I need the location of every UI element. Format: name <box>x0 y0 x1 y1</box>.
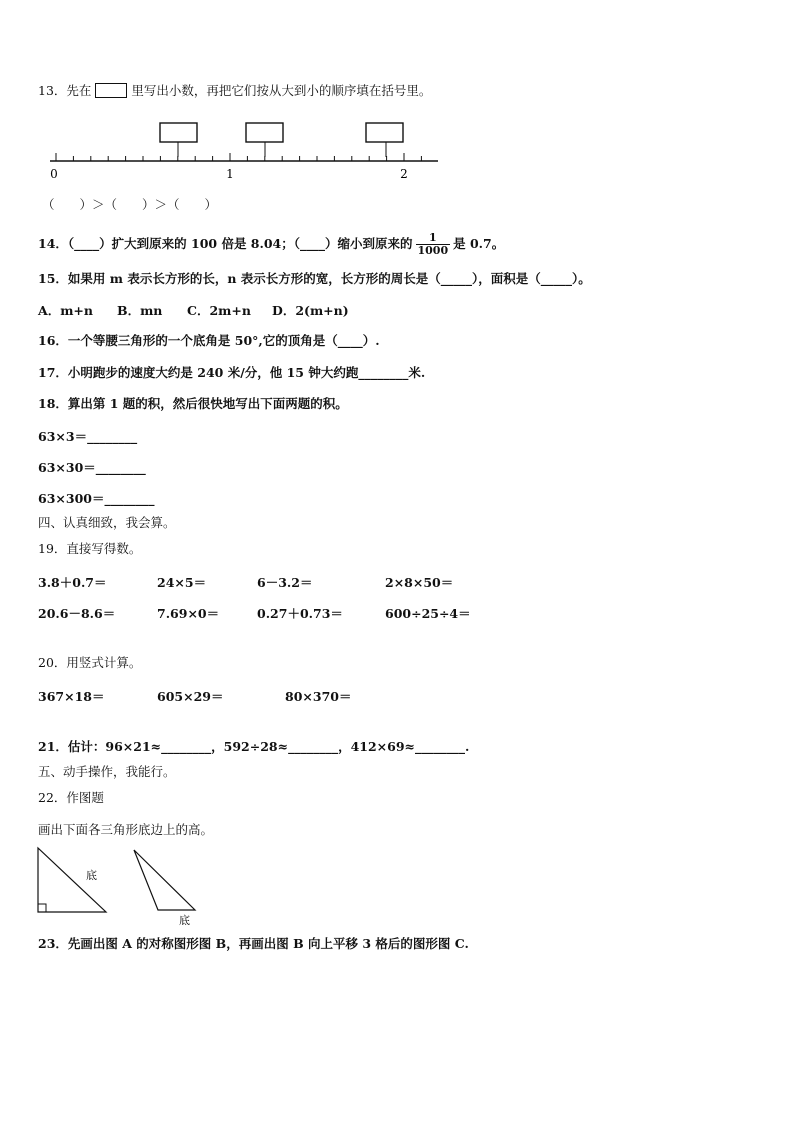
q13-prompt <box>38 83 431 99</box>
obtuse-triangle <box>134 850 195 910</box>
q18-item-3: 63×300＝________ <box>38 491 155 506</box>
q18-item-1: 63×3＝________ <box>38 429 138 444</box>
q13-answer-box-sample <box>95 83 127 98</box>
section-4-title: 四、认真细致，我会算。 <box>38 515 176 530</box>
q13-answer-box-2[interactable] <box>246 123 283 142</box>
q16-prompt: 16．一个等腰三角形的一个底角是 50°,它的顶角是（____）. <box>38 333 380 348</box>
q22-instruction: 画出下面各三角形底边上的高。 <box>38 822 214 837</box>
q22-prompt: 22．作图题 <box>38 790 104 805</box>
q20-item-2: 605×29＝ <box>157 689 224 704</box>
section-5-title: 五、动手操作，我能行。 <box>38 764 176 779</box>
q13-axis-label-0: 0 <box>50 167 58 181</box>
q19-row1-item-1: 3.8＋0.7＝ <box>38 575 107 590</box>
q18-prompt: 18．算出第 1 题的积，然后很快地写出下面两题的积。 <box>38 396 348 411</box>
q14-fraction <box>416 232 451 257</box>
q13-suffix: 里写出小数，再把它们按从大到小的顺序填在括号里。 <box>131 83 432 98</box>
triangle-1-base-label: 底 <box>86 869 97 882</box>
q20-prompt: 20．用竖式计算。 <box>38 655 142 670</box>
q15-option-b[interactable]: B．mn <box>117 303 163 318</box>
q14-fraction-denominator: 1000 <box>417 244 449 257</box>
q19-prompt: 19．直接写得数。 <box>38 541 142 556</box>
q13-axis-label-1: 1 <box>226 167 234 181</box>
q15-option-a[interactable]: A．m+n <box>38 303 93 318</box>
q14-part2: 是 0.7。 <box>453 236 505 251</box>
q14-part1: 14．（____）扩大到原来的 100 倍是 8.04；（____）缩小到原来的 <box>38 236 413 251</box>
q19-row2-item-2: 7.69×0＝ <box>157 606 220 621</box>
q18-item-2: 63×30＝________ <box>38 460 146 475</box>
q23-prompt: 23．先画出图 A 的对称图形图 B，再画出图 B 向上平移 3 格后的图形图 C. <box>38 936 469 951</box>
q13-axis-label-2: 2 <box>400 167 408 181</box>
q13-number-line <box>0 115 794 185</box>
q19-row2-item-1: 20.6－8.6＝ <box>38 606 116 621</box>
q20-item-1: 367×18＝ <box>38 689 105 704</box>
q13-prefix: 13．先在 <box>38 83 92 98</box>
q13-answer-box-1[interactable] <box>160 123 197 142</box>
q13-answer-box-3[interactable] <box>366 123 403 142</box>
q19-row2-item-3: 0.27＋0.73＝ <box>257 606 343 621</box>
q19-row1-item-2: 24×5＝ <box>157 575 207 590</box>
q15-prompt: 15．如果用 m 表示长方形的长，n 表示长方形的宽，长方形的周长是（_____），面积是（_____）。 <box>38 271 591 286</box>
q19-row2-item-4: 600÷25÷4＝ <box>385 606 471 621</box>
q13-order-line: （ ）＞（ ）＞（ ） <box>42 197 218 212</box>
q14-fraction-numerator: 1 <box>416 232 451 245</box>
q19-row1-item-4: 2×8×50＝ <box>385 575 454 590</box>
q20-item-3: 80×370＝ <box>285 689 352 704</box>
q15-option-d[interactable]: D．2(m+n) <box>272 303 349 318</box>
q14-prompt <box>38 232 504 257</box>
q15-option-c[interactable]: C．2m+n <box>187 303 251 318</box>
q21-prompt: 21．估计：96×21≈________，592÷28≈________，412×69≈________. <box>38 739 470 754</box>
right-angle-mark <box>38 904 46 912</box>
q17-prompt: 17．小明跑步的速度大约是 240 米/分，他 15 钟大约跑________米. <box>38 365 426 380</box>
q22-triangles <box>0 840 794 935</box>
triangle-2-base-label: 底 <box>179 914 190 927</box>
q19-row1-item-3: 6－3.2＝ <box>257 575 313 590</box>
